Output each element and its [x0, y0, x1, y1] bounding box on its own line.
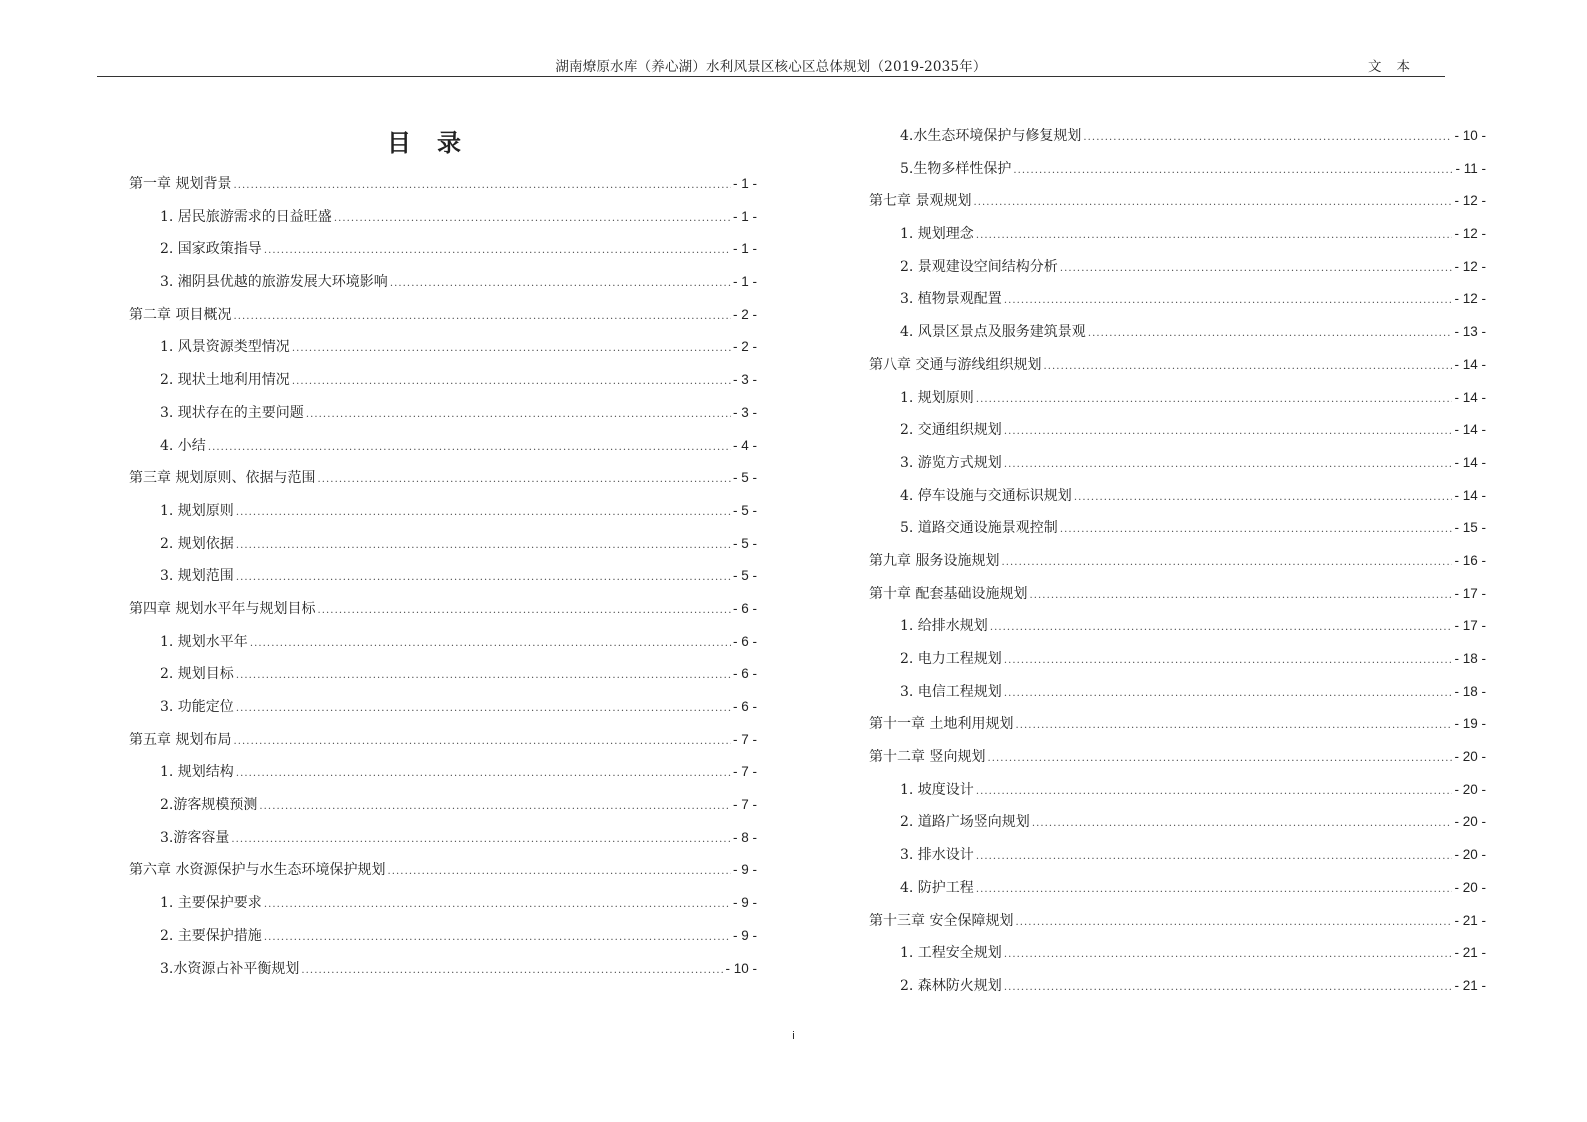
toc-section-entry[interactable] — [869, 120, 1486, 153]
toc-entry-label: 第四章 规划水平年与规划目标 — [129, 600, 316, 617]
toc-leader-dots — [236, 660, 731, 691]
toc-entry-label: 1. 居民旅游需求的日益旺盛 — [160, 208, 332, 225]
toc-entry-label: 4. 防护工程 — [900, 879, 974, 896]
toc-entry-label: 3. 规划范围 — [160, 568, 234, 585]
toc-chapter-entry[interactable] — [129, 299, 757, 332]
footer-page-number: i — [792, 1030, 795, 1042]
toc-leader-dots — [317, 464, 731, 495]
toc-entry-label: 2. 森林防火规划 — [900, 977, 1002, 994]
toc-section-entry[interactable] — [129, 920, 757, 953]
toc-entry-label: 第七章 景观规划 — [869, 193, 972, 210]
toc-entry-label: 第十三章 安全保障规划 — [869, 912, 1014, 929]
toc-entry-label: 1. 规划原则 — [160, 502, 234, 519]
toc-leader-dots — [233, 170, 731, 201]
toc-leader-dots — [1004, 449, 1453, 480]
toc-section-entry[interactable] — [129, 430, 757, 463]
toc-entry-page: - 1 - — [732, 274, 757, 290]
toc-entry-page: - 20 - — [1454, 781, 1486, 797]
toc-leader-dots — [976, 841, 1453, 872]
toc-leader-dots — [1088, 318, 1453, 349]
toc-entry-page: - 20 - — [1454, 814, 1486, 830]
toc-entry-page: - 14 - — [1454, 356, 1486, 372]
toc-leader-dots — [1060, 514, 1453, 545]
toc-entry-page: - 1 - — [732, 208, 757, 224]
toc-chapter-entry[interactable] — [129, 724, 757, 757]
toc-entry-page: - 14 - — [1454, 422, 1486, 438]
toc-leader-dots — [264, 922, 731, 953]
toc-leader-dots — [301, 955, 723, 986]
toc-chapter-entry[interactable] — [869, 578, 1486, 611]
toc-section-entry[interactable] — [129, 822, 757, 855]
toc-leader-dots — [1004, 645, 1453, 676]
toc-entry-label: 第一章 规划背景 — [129, 176, 232, 192]
toc-section-entry[interactable] — [869, 316, 1486, 349]
toc-leader-dots — [1004, 972, 1453, 1003]
toc-entry-label: 1. 规划水平年 — [160, 633, 248, 650]
toc-entry-label: 第十章 配套基础设施规划 — [869, 585, 1028, 602]
toc-leader-dots — [1004, 285, 1453, 316]
toc-entry-page: - 21 - — [1454, 977, 1486, 993]
toc-chapter-entry[interactable] — [129, 593, 757, 626]
toc-leader-dots — [990, 612, 1453, 643]
toc-entry-page: - 6 - — [732, 600, 757, 616]
toc-leader-dots — [1004, 678, 1453, 709]
toc-entry-page: - 7 - — [732, 731, 757, 747]
toc-entry-label: 第六章 水资源保护与水生态环境保护规划 — [129, 862, 386, 879]
toc-entry-page: - 3 - — [732, 372, 757, 388]
toc-section-entry[interactable] — [869, 414, 1486, 447]
toc-chapter-entry[interactable] — [869, 349, 1486, 382]
toc-leader-dots — [387, 856, 731, 887]
toc-entry-label: 4.水生态环境保护与修复规划 — [900, 128, 1082, 144]
toc-entry-page: - 1 - — [732, 241, 757, 257]
toc-entry-page: - 9 - — [732, 862, 757, 878]
toc-leader-dots — [317, 595, 731, 626]
toc-entry-page: - 17 - — [1454, 585, 1486, 601]
toc-right-column — [869, 120, 1486, 1003]
toc-entry-page: - 2 - — [732, 339, 757, 355]
toc-leader-dots — [1074, 482, 1453, 513]
toc-entry-page: - 5 - — [732, 568, 757, 584]
toc-entry-label: 第三章 规划原则、依据与范围 — [129, 470, 316, 487]
toc-section-entry[interactable] — [129, 691, 757, 724]
toc-entry-label: 1. 给排水规划 — [900, 618, 988, 635]
toc-entry-page: - 8 - — [732, 829, 757, 845]
toc-section-entry[interactable] — [129, 953, 757, 986]
toc-chapter-entry[interactable] — [869, 185, 1486, 218]
toc-entry-label: 2. 交通组织规划 — [900, 422, 1002, 439]
toc-leader-dots — [259, 791, 731, 822]
toc-leader-dots — [208, 432, 731, 463]
toc-entry-label: 3. 游览方式规划 — [900, 454, 1002, 471]
toc-section-entry[interactable] — [869, 447, 1486, 480]
toc-entry-page: - 12 - — [1454, 258, 1486, 274]
toc-entry-label: 1. 规划原则 — [900, 389, 974, 406]
toc-entry-page: - 3 - — [732, 404, 757, 420]
toc-leader-dots — [1015, 710, 1452, 741]
toc-entry-page: - 13 - — [1454, 324, 1486, 340]
toc-leader-dots — [1004, 939, 1453, 970]
toc-section-entry[interactable] — [869, 251, 1486, 284]
toc-entry-page: - 17 - — [1454, 618, 1486, 634]
toc-leader-dots — [264, 889, 731, 920]
toc-section-entry[interactable] — [129, 266, 757, 299]
toc-entry-page: - 9 - — [732, 895, 757, 911]
toc-entry-label: 1. 主要保护要求 — [160, 895, 262, 912]
toc-chapter-entry[interactable] — [869, 905, 1486, 938]
toc-section-entry[interactable] — [869, 218, 1486, 251]
toc-section-entry[interactable] — [869, 806, 1486, 839]
toc-entry-label: 3. 电信工程规划 — [900, 683, 1002, 700]
toc-entry-label: 3. 排水设计 — [900, 847, 974, 864]
toc-section-entry[interactable] — [869, 512, 1486, 545]
toc-leader-dots — [334, 203, 731, 234]
toc-entry-label: 3.游客容量 — [160, 829, 230, 846]
toc-entry-page: - 11 - — [1455, 160, 1486, 176]
toc-entry-page: - 18 - — [1454, 651, 1486, 666]
toc-entry-label: 第五章 规划布局 — [129, 731, 232, 748]
toc-leader-dots — [250, 628, 731, 659]
toc-leader-dots — [231, 824, 731, 855]
toc-chapter-entry[interactable] — [129, 854, 757, 887]
toc-entry-label: 2. 电力工程规划 — [900, 651, 1002, 667]
toc-section-entry[interactable] — [129, 201, 757, 234]
toc-section-entry[interactable] — [869, 610, 1486, 643]
toc-section-entry[interactable] — [129, 789, 757, 822]
toc-section-entry[interactable] — [129, 233, 757, 266]
toc-leader-dots — [236, 758, 731, 789]
toc-entry-page: - 2 - — [732, 306, 757, 322]
toc-entry-label: 1. 坡度设计 — [900, 781, 974, 798]
toc-section-entry[interactable] — [869, 283, 1486, 316]
toc-entry-page: - 20 - — [1454, 749, 1486, 765]
toc-leader-dots — [973, 187, 1452, 218]
toc-entry-label: 3. 现状存在的主要问题 — [160, 404, 304, 421]
toc-entry-page: - 5 - — [732, 502, 757, 518]
toc-entry-page: - 12 - — [1454, 291, 1486, 307]
toc-entry-page: - 5 - — [732, 535, 757, 551]
toc-entry-label: 3. 湘阴县优越的旅游发展大环境影响 — [160, 274, 388, 291]
toc-section-entry[interactable] — [869, 872, 1486, 905]
toc-section-entry[interactable] — [129, 756, 757, 789]
header-title: 湖南燎原水库（养心湖）水利风景区核心区总体规划（2019-2035年） — [555, 59, 987, 75]
toc-section-entry[interactable] — [869, 676, 1486, 709]
toc-entry-page: - 6 - — [732, 633, 757, 649]
toc-leader-dots — [976, 220, 1453, 251]
toc-entry-label: 2. 道路广场竖向规划 — [900, 814, 1030, 831]
header-section-label: 文本 — [1368, 59, 1425, 75]
toc-section-entry[interactable] — [129, 658, 757, 691]
toc-leader-dots — [236, 562, 731, 593]
toc-section-entry[interactable] — [869, 937, 1486, 970]
toc-entry-page: - 1 - — [732, 176, 757, 191]
toc-chapter-entry[interactable] — [129, 168, 757, 201]
toc-entry-label: 5. 道路交通设施景观控制 — [900, 520, 1058, 537]
toc-entry-label: 2. 规划目标 — [160, 666, 234, 683]
toc-entry-label: 2. 国家政策指导 — [160, 241, 262, 258]
toc-leader-dots — [987, 743, 1452, 774]
toc-leader-dots — [236, 497, 731, 528]
toc-entry-page: - 7 - — [732, 764, 757, 780]
toc-entry-page: - 18 - — [1454, 683, 1486, 699]
toc-entry-label: 2.游客规模预测 — [160, 797, 258, 814]
toc-entry-page: - 20 - — [1454, 879, 1486, 895]
toc-leader-dots — [1001, 547, 1452, 578]
toc-section-entry[interactable] — [869, 970, 1486, 1003]
toc-leader-dots — [1013, 155, 1453, 186]
toc-entry-page: - 16 - — [1454, 552, 1486, 568]
toc-entry-page: - 12 - — [1454, 193, 1486, 209]
toc-entry-label: 3. 功能定位 — [160, 699, 234, 715]
toc-leader-dots — [1015, 907, 1452, 938]
toc-section-entry[interactable] — [869, 382, 1486, 415]
toc-entry-label: 1. 规划理念 — [900, 226, 974, 243]
toc-section-entry[interactable] — [869, 774, 1486, 807]
toc-entry-page: - 9 - — [732, 927, 757, 943]
toc-chapter-entry[interactable] — [129, 462, 757, 495]
toc-entry-label: 第八章 交通与游线组织规划 — [869, 356, 1042, 373]
toc-leader-dots — [976, 776, 1453, 807]
toc-entry-page: - 21 - — [1454, 912, 1486, 928]
toc-section-entry[interactable] — [869, 480, 1486, 513]
toc-title: 目录 — [387, 128, 487, 157]
toc-entry-page: - 19 - — [1454, 716, 1486, 732]
toc-section-entry[interactable] — [129, 397, 757, 430]
toc-leader-dots — [306, 399, 731, 430]
toc-leader-dots — [976, 384, 1453, 415]
toc-entry-page: - 15 - — [1454, 520, 1486, 536]
toc-entry-page: - 6 - — [732, 699, 757, 714]
toc-entry-page: - 10 - — [1454, 128, 1486, 143]
toc-entry-page: - 10 - — [725, 960, 757, 976]
page-header — [97, 52, 1445, 77]
toc-entry-label: 第二章 项目概况 — [129, 306, 232, 323]
toc-entry-label: 2. 现状土地利用情况 — [160, 372, 290, 389]
toc-section-entry[interactable] — [129, 626, 757, 659]
toc-entry-page: - 21 - — [1454, 945, 1486, 961]
toc-entry-page: - 6 - — [732, 666, 757, 682]
toc-section-entry[interactable] — [869, 153, 1486, 186]
toc-entry-label: 1. 工程安全规划 — [900, 945, 1002, 962]
toc-leader-dots — [1032, 808, 1453, 839]
toc-entry-label: 4. 小结 — [160, 437, 206, 454]
toc-leader-dots — [233, 301, 731, 332]
toc-entry-label: 2. 主要保护措施 — [160, 927, 262, 944]
toc-leader-dots — [1060, 253, 1453, 284]
toc-entry-page: - 4 - — [732, 437, 757, 453]
toc-chapter-entry[interactable] — [869, 741, 1486, 774]
toc-leader-dots — [233, 726, 731, 757]
toc-section-entry[interactable] — [869, 643, 1486, 676]
toc-leader-dots — [390, 268, 731, 299]
toc-entry-label: 第十一章 土地利用规划 — [869, 716, 1014, 733]
toc-entry-label: 4. 风景区景点及服务建筑景观 — [900, 324, 1086, 341]
toc-section-entry[interactable] — [129, 364, 757, 397]
toc-entry-page: - 14 - — [1454, 454, 1486, 470]
toc-leader-dots — [292, 333, 731, 364]
toc-chapter-entry[interactable] — [869, 545, 1486, 578]
toc-entry-label: 1. 风景资源类型情况 — [160, 339, 290, 356]
toc-leader-dots — [1043, 351, 1452, 382]
toc-entry-label: 第十二章 竖向规划 — [869, 749, 986, 766]
toc-leader-dots — [1029, 580, 1452, 611]
toc-leader-dots — [1004, 416, 1453, 447]
toc-chapter-entry[interactable] — [869, 708, 1486, 741]
toc-entry-label: 3.水资源占补平衡规划 — [160, 960, 300, 977]
toc-entry-label: 1. 规划结构 — [160, 764, 234, 781]
toc-entry-label: 2. 规划依据 — [160, 535, 234, 552]
toc-entry-label: 第九章 服务设施规划 — [869, 552, 1000, 569]
toc-entry-page: - 12 - — [1454, 226, 1486, 242]
toc-entry-label: 5.生物多样性保护 — [900, 160, 1012, 177]
toc-leader-dots — [1083, 122, 1452, 153]
toc-section-entry[interactable] — [129, 331, 757, 364]
toc-left-column — [129, 168, 757, 985]
toc-entry-page: - 20 - — [1454, 847, 1486, 863]
toc-section-entry[interactable] — [129, 560, 757, 593]
toc-leader-dots — [236, 530, 731, 561]
toc-entry-page: - 5 - — [732, 470, 757, 486]
toc-entry-page: - 14 - — [1454, 487, 1486, 503]
toc-leader-dots — [264, 235, 731, 266]
toc-section-entry[interactable] — [869, 839, 1486, 872]
toc-leader-dots — [236, 693, 731, 724]
toc-entry-page: - 14 - — [1454, 389, 1486, 405]
toc-entry-label: 3. 植物景观配置 — [900, 291, 1002, 308]
toc-section-entry[interactable] — [129, 495, 757, 528]
toc-leader-dots — [976, 874, 1453, 905]
toc-section-entry[interactable] — [129, 528, 757, 561]
toc-entry-page: - 7 - — [732, 797, 757, 813]
toc-leader-dots — [292, 366, 731, 397]
toc-entry-label: 4. 停车设施与交通标识规划 — [900, 487, 1072, 504]
toc-entry-label: 2. 景观建设空间结构分析 — [900, 258, 1058, 275]
toc-section-entry[interactable] — [129, 887, 757, 920]
